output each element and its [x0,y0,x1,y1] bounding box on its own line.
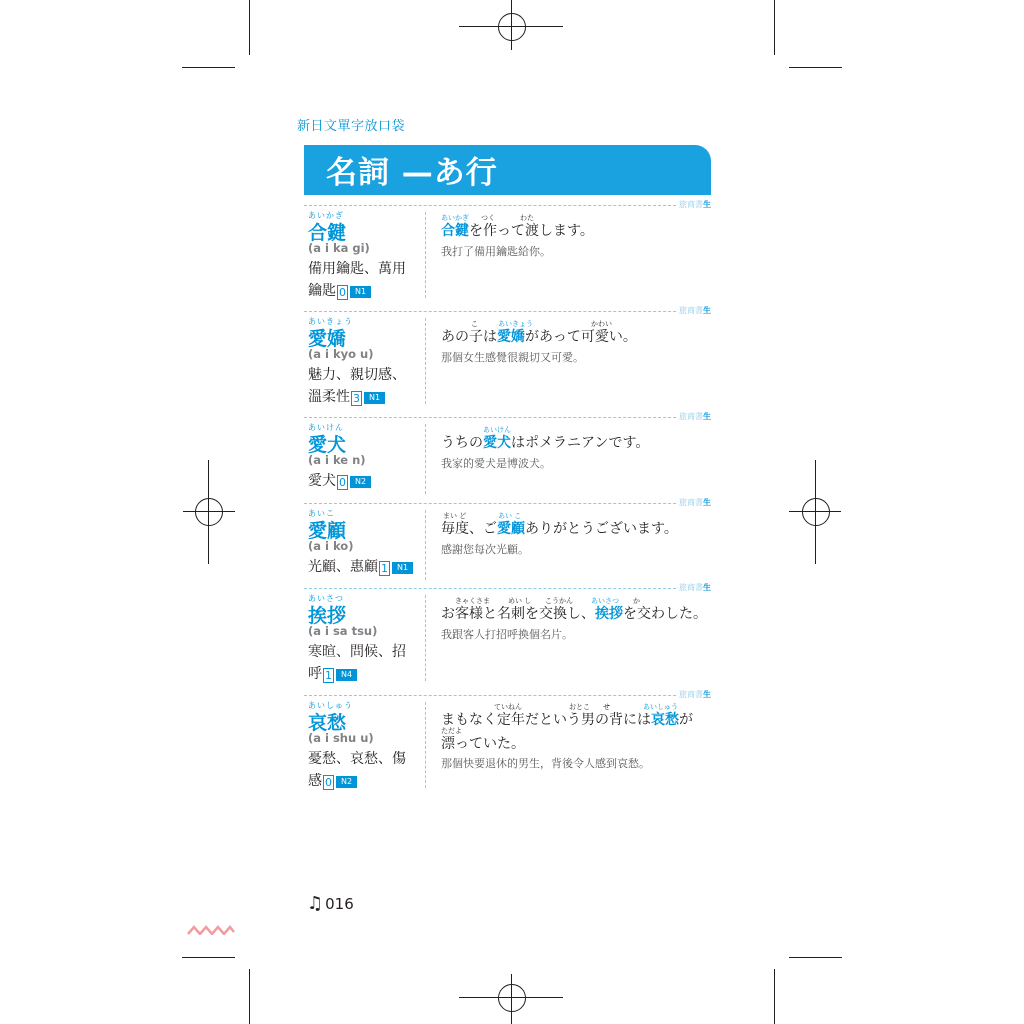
example-sentence: お客様と名刺を交換し、挨拶を交わした。 [441,606,707,622]
word-kana: あいこ [308,509,335,518]
vocab-entry [308,316,712,408]
example-translation: 我打了備用鑰匙給你。 [441,245,551,258]
publisher-mark: 旅商書生 [679,200,711,209]
entry-separator [304,588,711,589]
page-number: ♫ 016 [307,893,354,914]
furigana: あいけん [483,426,511,434]
example-sentence: 合鍵を作って渡します。 [441,223,594,239]
furigana: ていねん [494,703,522,711]
furigana: あいかぎ [441,214,469,222]
furigana: きゃくさま [455,597,490,605]
publisher-mark: 旅商書生 [679,306,711,315]
word-romaji: (a i kyo u) [308,347,374,361]
furigana: おとこ [569,703,590,711]
entry-separator [304,205,711,206]
jlpt-level-badge: N4 [336,669,357,681]
furigana: まい ど [443,512,467,520]
word-meaning: 憂愁、哀愁、傷 感 0 N2 [308,751,406,789]
word: 挨拶 [308,605,347,627]
word: 愛犬 [308,434,347,456]
music-note-icon: ♫ [307,893,324,914]
word-meaning: 愛犬 0 N2 [308,470,416,492]
jlpt-level-badge: N1 [350,286,371,298]
word-meaning: 光顧、惠顧 1 N1 [308,556,416,578]
word: 愛嬌 [308,328,347,350]
publisher-mark: 旅商書生 [679,412,711,421]
word-meaning: 寒暄、問候、招 呼 1 N4 [308,644,406,682]
accent-badge: 3 [353,392,360,405]
example-sentence: あの子は愛嬌があって可愛い。 [441,329,637,345]
word-meaning: 魅力、親切感、 溫柔性 3 N1 [308,367,406,405]
word: 合鍵 [308,222,347,244]
furigana: あい こ [498,512,522,520]
word-meaning: 備用鑰匙、萬用 鑰匙 0 N1 [308,261,406,299]
example-translation: 那個女生感覺很親切又可愛。 [441,351,584,364]
entry-separator [304,417,711,418]
jlpt-level-badge: N2 [350,476,371,488]
furigana: つく [481,214,495,222]
word-romaji: (a i shu u) [308,731,374,745]
example-sentence-line2: 漂っていた。 [441,736,525,752]
entry-separator [304,695,711,696]
entry-separator [304,311,711,312]
word-romaji: (a i sa tsu) [308,624,378,638]
furigana: か [633,597,640,605]
word-kana: あいしゅう [308,701,353,710]
publisher-mark: 旅商書生 [679,690,711,699]
wave-ornament-icon [187,925,235,935]
book-title: 新日文單字放口袋 [297,119,406,134]
word-romaji: (a i ke n) [308,453,366,467]
accent-badge: 0 [339,476,346,489]
example-sentence: まもなく定年だという男の背には哀愁が [441,712,693,728]
section-title: 名詞 —あ行 [326,155,498,191]
example-translation: 我跟客人打招呼換個名片。 [441,628,573,641]
accent-badge: 1 [381,562,388,575]
word-kana: あいかぎ [308,211,344,220]
vocab-entry [308,700,712,800]
word-kana: あいさつ [308,594,344,603]
example-translation: 那個快要退休的男生，背後令人感到哀愁。 [441,757,650,770]
jlpt-level-badge: N1 [364,392,385,404]
example-translation: 感謝您每次光顧。 [441,543,529,556]
furigana: わた [520,214,534,222]
jlpt-level-badge: N1 [392,562,413,574]
section-banner [304,145,711,195]
word-romaji: (a i ko) [308,539,354,553]
publisher-mark: 旅商書生 [679,583,711,592]
word-kana: あいけん [308,423,344,432]
entry-separator [304,503,711,504]
furigana: あいきょう [498,320,533,328]
word-romaji: (a i ka gi) [308,241,370,255]
accent-badge: 0 [339,286,346,299]
vocab-entry [308,422,712,498]
furigana: こうかん [545,597,573,605]
furigana: めい し [508,597,532,605]
furigana: あいしゅう [643,703,678,711]
example-translation: 我家的愛犬是博波犬。 [441,457,551,470]
furigana: ただよ [441,727,462,735]
example-sentence: うちの愛犬はポメラニアンです。 [441,435,650,451]
jlpt-level-badge: N2 [336,776,357,788]
word-kana: あいきょう [308,317,353,326]
publisher-mark: 旅商書生 [679,498,711,507]
vocab-entry [308,508,712,584]
word: 哀愁 [308,712,347,734]
vocab-entry [308,593,712,685]
furigana: あいさつ [591,597,619,605]
word: 愛顧 [308,520,347,542]
example-sentence: 毎度、ご愛顧ありがとうございます。 [441,521,678,537]
furigana: こ [471,320,478,328]
furigana: かわい [591,320,612,328]
furigana: せ [603,703,610,711]
accent-badge: 1 [325,669,332,682]
vocab-entry [308,210,712,302]
accent-badge: 0 [325,776,332,789]
